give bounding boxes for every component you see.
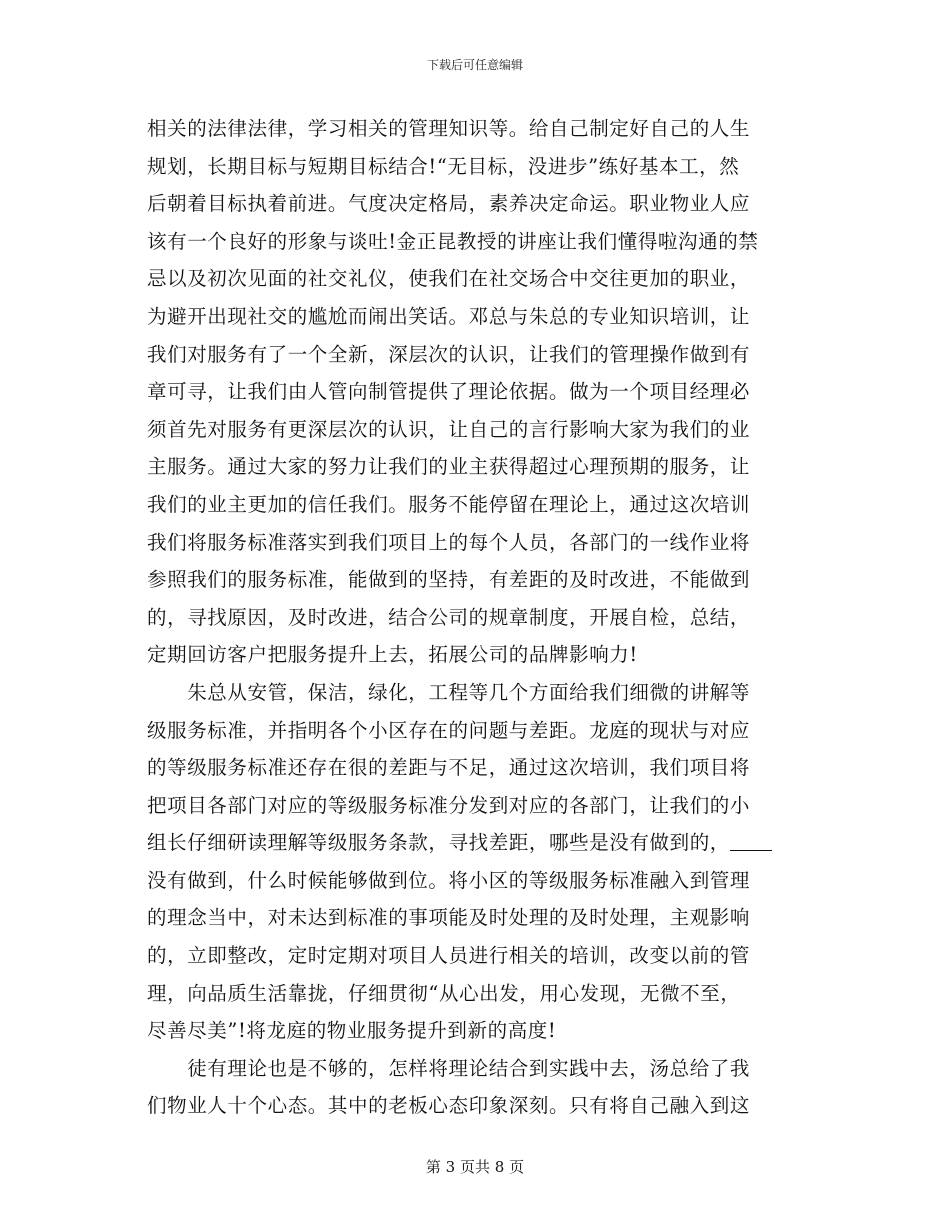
text-line: 徒有理论也是不够的，怎样将理论结合到实践中去，汤总给了我	[147, 1056, 751, 1080]
text-line: 理，向品质生活靠拢，仔细贯彻“从心出发，用心发现，无微不至，	[147, 981, 741, 1005]
text-line: 没有做到，什么时候能够做到位。将小区的等级服务标准融入到管理	[147, 868, 751, 892]
text-line: 该有一个良好的形象与谈吐!金正昆教授的讲座让我们懂得啦沟通的禁	[147, 229, 759, 253]
text-line: 的，寻找原因，及时改进，结合公司的规章制度，开展自检，总结，	[147, 605, 751, 629]
text-line: 忌以及初次见面的社交礼仪，使我们在社交场合中交往更加的职业，	[147, 267, 751, 291]
page-header: 下载后可任意编辑	[426, 58, 523, 72]
text-line: 章可寻，让我们由人管向制管提供了理论依据。做为一个项目经理必	[147, 380, 751, 404]
text-line: 相关的法律法律，学习相关的管理知识等。给自己制定好自己的人生	[147, 117, 751, 140]
document-body	[147, 110, 807, 1125]
text-line: 的等级服务标准还存在很的差距与不足，通过这次培训，我们项目将	[147, 756, 751, 780]
text-line: 尽善尽美”!将龙庭的物业服务提升到新的高度!	[147, 1019, 557, 1043]
text-line: 定期回访客户把服务提升上去，拓展公司的品牌影响力!	[147, 643, 638, 667]
text-line: 须首先对服务有更深层次的认识，让自己的言行影响大家为我们的业	[147, 417, 751, 441]
text-line: 级服务标准，并指明各个小区存在的问题与差距。龙庭的现状与对应	[147, 718, 751, 742]
text-line: 朱总从安管，保洁，绿化，工程等几个方面给我们细微的讲解等	[147, 680, 751, 704]
text-line: 把项目各部门对应的等级服务标准分发到对应的各部门，让我们的小	[147, 793, 751, 817]
text-line: 的理念当中，对未达到标准的事项能及时处理的及时处理，主观影响	[147, 906, 751, 930]
text-line: 为避开出现社交的尴尬而闹出笑话。邓总与朱总的专业知识培训，让	[147, 304, 751, 328]
page-number: 第 3 页共 8 页	[425, 1158, 525, 1176]
text-line: 的，立即整改，定时定期对项目人员进行相关的培训，改变以前的管	[147, 944, 751, 968]
fill-in-blank	[730, 830, 772, 851]
text-line: 参照我们的服务标准，能做到的坚持，有差距的及时改进，不能做到	[147, 568, 751, 592]
text-line: 后朝着目标执着前进。气度决定格局，素养决定命运。职业物业人应	[147, 192, 751, 216]
text-line: 规划，长期目标与短期目标结合!“无目标，没进步”练好基本工，然	[147, 154, 740, 178]
text-line: 我们对服务有了一个全新，深层次的认识，让我们的管理操作做到有	[147, 342, 751, 366]
text-line: 我们将服务标准落实到我们项目上的每个人员，各部门的一线作业将	[147, 530, 751, 554]
text-line-with-blank	[147, 824, 807, 862]
text-line: 我们的业主更加的信任我们。服务不能停留在理论上，通过这次培训	[147, 492, 751, 516]
text-line: 们物业人十个心态。其中的老板心态印象深刻。只有将自己融入到这	[147, 1094, 751, 1118]
text-line: 组长仔细研读理解等级服务条款，寻找差距，哪些是没有做到的，	[147, 831, 730, 855]
text-line: 主服务。通过大家的努力让我们的业主获得超过心理预期的服务，让	[147, 455, 751, 479]
